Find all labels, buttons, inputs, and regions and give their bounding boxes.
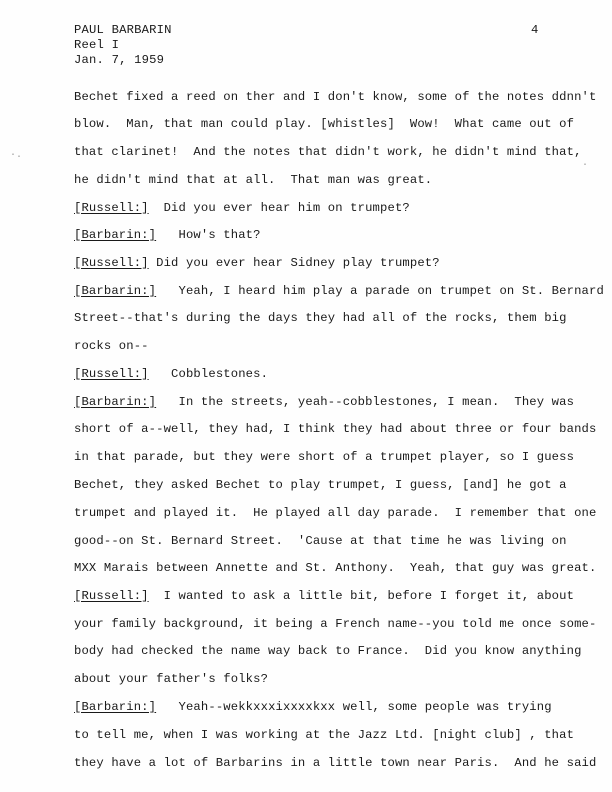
transcript-line	[74, 450, 574, 464]
line-text: Bechet, they asked Bechet to play trumpet, I guess, [and] he got a	[74, 478, 567, 492]
transcript-line	[74, 173, 432, 187]
transcript-line	[74, 284, 604, 298]
transcript-line	[74, 617, 596, 631]
line-text: rocks on--	[74, 339, 149, 353]
transcript-line	[74, 728, 574, 742]
speaker-label: [Barbarin:]	[74, 228, 157, 242]
transcript-line	[74, 756, 596, 770]
transcript-line	[74, 561, 596, 575]
line-text: How's that?	[156, 228, 261, 242]
transcript-line	[74, 644, 582, 658]
speaker-label: [Russell:]	[74, 367, 149, 381]
transcript-line	[74, 506, 596, 520]
line-text: Street--that's during the days they had all of the rocks, them big	[74, 311, 567, 325]
speaker-label: [Barbarin:]	[74, 284, 157, 298]
speaker-label: [Russell:]	[74, 256, 149, 270]
line-text: Yeah--wekkxxxixxxxkxx well, some people was trying	[156, 700, 552, 714]
line-text: Cobblestones.	[148, 367, 269, 381]
line-text: your family background, it being a French name--you told me once some-	[74, 617, 597, 631]
transcript-line	[74, 395, 574, 409]
transcript-line	[74, 339, 149, 353]
line-text: In the streets, yeah--cobblestones, I mean. They was	[156, 395, 575, 409]
line-text: short of a--well, they had, I think they had about three or four bands	[74, 422, 597, 436]
transcript-line	[74, 117, 574, 131]
line-text: trumpet and played it. He played all day parade. I remember that one	[74, 506, 597, 520]
scan-speck: ·.	[10, 150, 23, 161]
speaker-label: [Barbarin:]	[74, 700, 157, 714]
transcript-line	[74, 534, 567, 548]
speaker-label: [Russell:]	[74, 589, 149, 603]
line-text: he didn't mind that at all. That man was great.	[74, 173, 433, 187]
line-text: about your father's folks?	[74, 672, 269, 686]
transcript-line	[74, 145, 582, 159]
line-text: MXX Marais between Annette and St. Anthony. Yeah, that guy was great.	[74, 561, 597, 575]
transcript-line	[74, 90, 596, 104]
line-text: I wanted to ask a little bit, before I forget it, about	[148, 589, 575, 603]
transcript-line	[74, 700, 552, 714]
line-text: in that parade, but they were short of a trumpet player, so I guess	[74, 450, 575, 464]
line-text: that clarinet! And the notes that didn't work, he didn't mind that,	[74, 145, 582, 159]
transcript-line	[74, 478, 567, 492]
line-text: good--on St. Bernard Street. 'Cause at that time he was living on	[74, 534, 567, 548]
line-text: Did you ever hear Sidney play trumpet?	[148, 256, 440, 270]
line-text: Bechet fixed a reed on ther and I don't know, some of the notes ddnn't	[74, 90, 597, 104]
interviewee-name: PAUL BARBARIN	[74, 23, 172, 37]
line-text: to tell me, when I was working at the Jazz Ltd. [night club] , that	[74, 728, 575, 742]
interview-date: Jan. 7, 1959	[74, 53, 165, 67]
transcript-line	[74, 672, 268, 686]
line-text: Yeah, I heard him play a parade on trumpet on St. Bernard	[156, 284, 604, 298]
transcript-line	[74, 367, 268, 381]
line-text: body had checked the name way back to France. Did you know anything	[74, 644, 582, 658]
page-number: 4	[531, 23, 539, 37]
line-text: blow. Man, that man could play. [whistles] Wow! What came out of	[74, 117, 575, 131]
scan-speck: ·	[582, 160, 589, 171]
transcript-line	[74, 311, 567, 325]
transcript-line	[74, 256, 440, 270]
line-text: Did you ever hear him on trumpet?	[148, 201, 410, 215]
transcript-line	[74, 589, 574, 603]
transcript-line	[74, 422, 596, 436]
speaker-label: [Russell:]	[74, 201, 149, 215]
speaker-label: [Barbarin:]	[74, 395, 157, 409]
line-text: they have a lot of Barbarins in a little town near Paris. And he said	[74, 756, 597, 770]
transcript-line	[74, 201, 410, 215]
transcript-line	[74, 228, 261, 242]
reel-label: Reel I	[74, 38, 120, 52]
